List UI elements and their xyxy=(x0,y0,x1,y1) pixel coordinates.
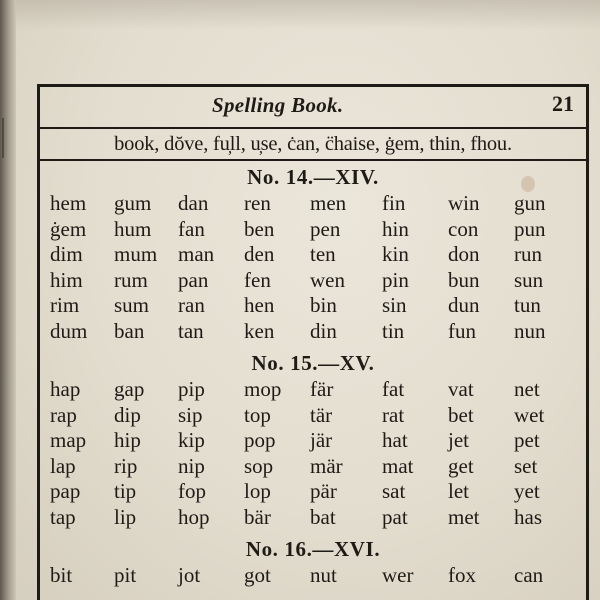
spelling-word: mat xyxy=(382,453,414,478)
running-title: Spelling Book. xyxy=(212,93,344,117)
spelling-word: gap xyxy=(114,377,145,401)
page-frame xyxy=(37,84,589,600)
spelling-word: ren xyxy=(244,191,271,215)
spelling-word: hip xyxy=(114,428,141,452)
spelling-word: con xyxy=(448,216,479,241)
spelling-word: get xyxy=(448,453,474,478)
spelling-word: pet xyxy=(514,428,540,452)
spelling-word: dum xyxy=(50,318,88,343)
section-heading: No. 14.—XIV. xyxy=(247,165,379,189)
spelling-word: din xyxy=(310,318,337,343)
spelling-word: dim xyxy=(50,242,83,266)
spelling-word: wer xyxy=(382,563,414,587)
spelling-word: run xyxy=(514,242,542,266)
spelling-word: lip xyxy=(114,504,137,529)
spelling-word: lap xyxy=(50,453,76,478)
spelling-word: ran xyxy=(178,293,205,317)
spelling-word: bär xyxy=(244,504,271,529)
pronunciation-key-line: book, dŏve, fu̦ll, u̦se, ċan, c̈haise, ġem, thin, fhou. xyxy=(40,127,586,161)
spelling-word: pop xyxy=(244,428,276,452)
spelling-word: map xyxy=(50,428,87,452)
spelling-word: let xyxy=(448,479,469,503)
spelling-word: man xyxy=(178,242,215,266)
spelling-word: jär xyxy=(310,428,333,452)
spelling-word: met xyxy=(448,504,480,529)
spelling-word: rip xyxy=(114,453,138,478)
spelling-word: sum xyxy=(114,293,150,317)
word-grid xyxy=(50,377,576,530)
spelling-word: don xyxy=(448,242,480,266)
spelling-word: bit xyxy=(50,563,73,587)
spelling-word: pin xyxy=(382,267,409,292)
section-heading: No. 15.—XV. xyxy=(251,351,375,375)
spelling-word: fen xyxy=(244,267,271,292)
spelling-word: hop xyxy=(178,504,210,529)
spelling-word: bet xyxy=(448,402,474,427)
spelling-word: bat xyxy=(310,504,336,529)
spelling-word: pap xyxy=(50,479,81,503)
facing-page-edge xyxy=(2,118,12,158)
page-number: 21 xyxy=(552,91,574,116)
spelling-word: gun xyxy=(514,191,546,215)
spelling-word: tip xyxy=(114,479,137,503)
spelling-word: him xyxy=(50,267,83,292)
book-page xyxy=(16,0,600,600)
spelling-word: sun xyxy=(514,267,544,292)
spelling-word: sop xyxy=(244,453,274,478)
spelling-word: rap xyxy=(50,402,77,427)
spelling-word: pär xyxy=(310,479,337,503)
spelling-word: ban xyxy=(114,318,145,343)
spelling-word: fär xyxy=(310,377,334,401)
spelling-word: win xyxy=(448,191,480,215)
word-grid xyxy=(50,563,576,589)
spelling-word: tär xyxy=(310,402,333,427)
spelling-word: has xyxy=(514,504,542,529)
spelling-word: wet xyxy=(514,402,545,427)
spelling-word: fop xyxy=(178,479,206,503)
spelling-word: net xyxy=(514,377,540,401)
spelling-word: mär xyxy=(310,453,343,478)
spelling-word: hen xyxy=(244,293,275,317)
spelling-word: sat xyxy=(382,479,406,503)
spelling-word: pat xyxy=(382,504,408,529)
spelling-word: sip xyxy=(178,402,203,427)
spelling-word: can xyxy=(514,563,544,587)
spelling-word: hem xyxy=(50,191,87,215)
spelling-word: men xyxy=(310,191,347,215)
spelling-word: fan xyxy=(178,216,205,241)
spelling-word: yet xyxy=(514,479,540,503)
spelling-word: nut xyxy=(310,563,337,587)
spelling-word: top xyxy=(244,402,271,427)
book-spine-edge xyxy=(0,0,16,600)
spelling-word: mum xyxy=(114,242,158,266)
spelling-word: wen xyxy=(310,267,345,292)
spelling-word: fun xyxy=(448,318,476,343)
spelling-word: lop xyxy=(244,479,271,503)
spelling-word: fox xyxy=(448,563,476,587)
spelling-word: ben xyxy=(244,216,275,241)
spelling-word: bin xyxy=(310,293,337,317)
spelling-word: sin xyxy=(382,293,407,317)
spelling-word: gum xyxy=(114,191,152,215)
spelling-word: tan xyxy=(178,318,204,343)
spelling-word: jot xyxy=(178,563,201,587)
spelling-word: nun xyxy=(514,318,546,343)
spelling-word: fat xyxy=(382,377,405,401)
spelling-word: fin xyxy=(382,191,406,215)
word-grid xyxy=(50,191,576,344)
spelling-word: got xyxy=(244,563,271,587)
spelling-word: jet xyxy=(448,428,469,452)
spelling-word: hap xyxy=(50,377,81,401)
spelling-word: ken xyxy=(244,318,275,343)
section-heading: No. 16.—XVI. xyxy=(245,537,381,561)
spelling-word: pit xyxy=(114,563,137,587)
spelling-word: kip xyxy=(178,428,205,452)
spelling-word: tin xyxy=(382,318,405,343)
spelling-word: bun xyxy=(448,267,480,292)
spelling-word: dun xyxy=(448,293,480,317)
spelling-word: tun xyxy=(514,293,541,317)
spelling-word: set xyxy=(514,453,538,478)
spelling-word: pen xyxy=(310,216,341,241)
page-header xyxy=(40,87,586,127)
spelling-word: hin xyxy=(382,216,409,241)
spelling-word: pan xyxy=(178,267,209,292)
spelling-word: dan xyxy=(178,191,209,215)
spelling-word: hat xyxy=(382,428,408,452)
page-shadow xyxy=(16,0,600,30)
spelling-word: rat xyxy=(382,402,405,427)
spelling-word: mop xyxy=(244,377,282,401)
spelling-word: rum xyxy=(114,267,148,292)
spelling-word: den xyxy=(244,242,275,266)
spelling-word: hum xyxy=(114,216,152,241)
spelling-word: pun xyxy=(514,216,546,241)
spelling-word: dip xyxy=(114,402,141,427)
spelling-word: rim xyxy=(50,293,80,317)
spelling-word: ġem xyxy=(50,216,87,241)
spelling-word: nip xyxy=(178,453,205,478)
spelling-word: pip xyxy=(178,377,205,401)
spelling-word: vat xyxy=(448,377,474,401)
spelling-word: kin xyxy=(382,242,409,266)
spelling-word: ten xyxy=(310,242,336,266)
spelling-word: tap xyxy=(50,504,76,529)
